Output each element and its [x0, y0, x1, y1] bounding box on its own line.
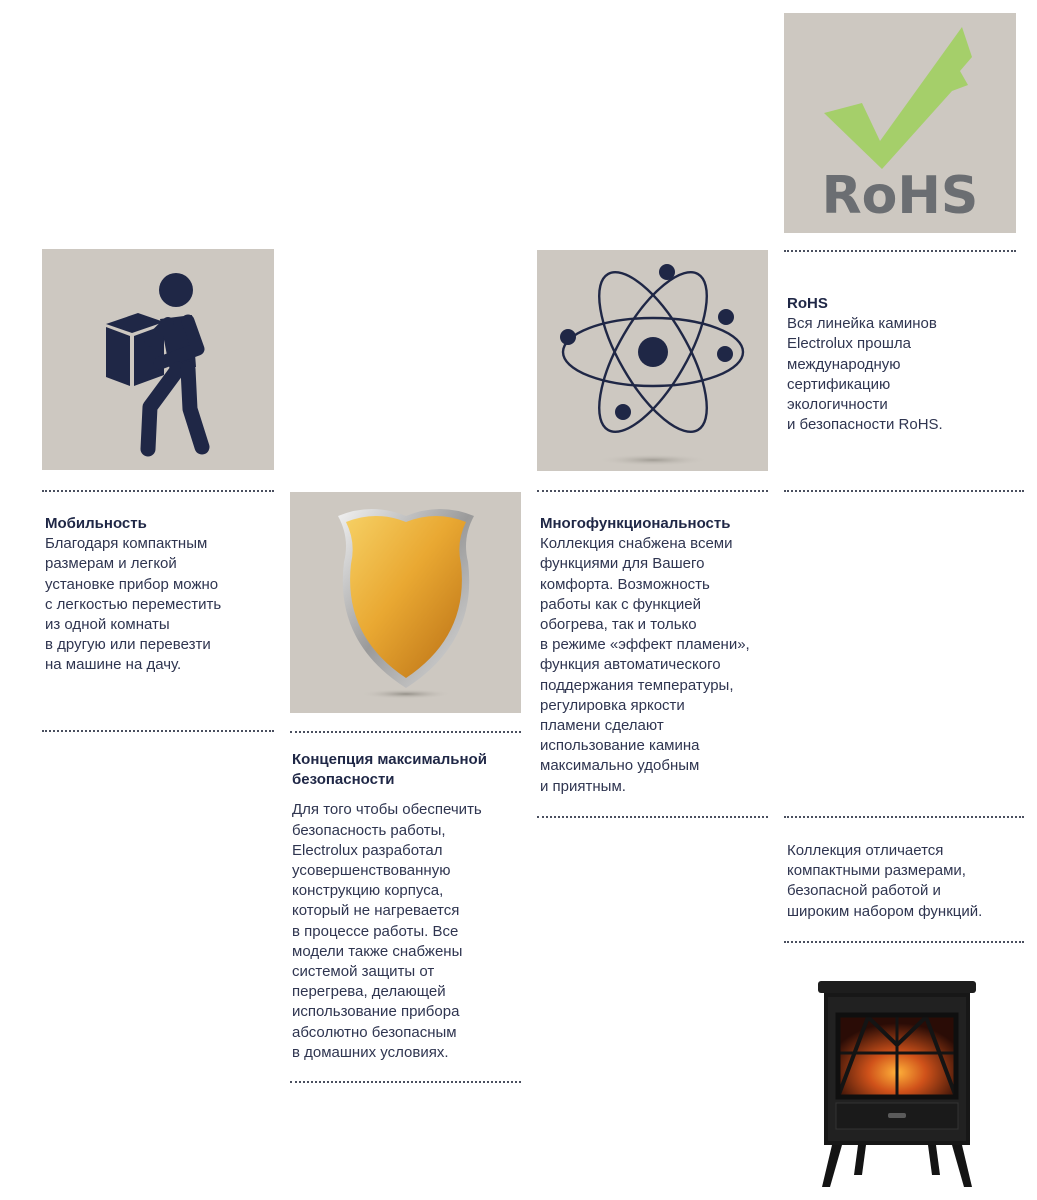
divider [537, 490, 768, 492]
mobility-text-block [45, 514, 275, 676]
divider [784, 490, 1024, 492]
multifunction-description: Коллекция снабжена всеми функциями для Вашего комфорта. Возможность работы как с функцией обогрева, так и только в режиме «эффект пламени», функция автоматического поддержания температуры, регулировка яркости пламени сделают использование камина максимально удобным и приятным. [540, 535, 750, 795]
safety-title: Концепция максимальной безопасности [292, 751, 487, 789]
safety-text-block [292, 750, 522, 1063]
divider [784, 941, 1024, 943]
golden-shield-icon [290, 492, 521, 713]
divider [290, 731, 521, 733]
multifunction-icon-tile [537, 250, 768, 471]
person-carrying-box-icon [42, 249, 274, 470]
mobility-icon-tile [42, 249, 274, 470]
atom-icon [537, 250, 768, 471]
mobility-description: Благодаря компактным размерам и легкой установке прибор можно с легкостью переместить из одной комнаты в другую или перевезти на машине на дачу. [45, 535, 222, 674]
rohs-check-logo [784, 13, 1016, 233]
divider [784, 816, 1024, 818]
rohs-description: Вся линейка каминов Electrolux прошла международную сертификацию экологичности и безопасности RoHS. [787, 315, 943, 434]
rohs-logo-tile [784, 13, 1016, 233]
divider [42, 490, 274, 492]
rohs-text-block [787, 294, 1017, 435]
mobility-title: Мобильность [45, 515, 147, 532]
rohs-title: RoHS [787, 295, 828, 312]
divider [290, 1081, 521, 1083]
electric-fireplace-stove-image [808, 975, 986, 1195]
rohs-logo-text: RoHS [821, 166, 979, 226]
safety-description: Для того чтобы обеспечить безопасность работы, Electrolux разработал усовершенствованную конструкцию корпуса, который не нагревается в процессе работы. Все модели также снабжены системой защиты от перегрева, делающей использование прибора абсолютно безопасным в домашних условиях. [292, 801, 482, 1061]
summary-text: Коллекция отличается компактными размерами, безопасной работой и широким набором функций. [787, 842, 983, 920]
divider [42, 730, 274, 732]
divider [537, 816, 768, 818]
divider [784, 250, 1016, 252]
multifunction-title: Многофункциональность [540, 515, 731, 532]
multifunction-text-block [540, 514, 780, 797]
safety-icon-tile [290, 492, 521, 713]
